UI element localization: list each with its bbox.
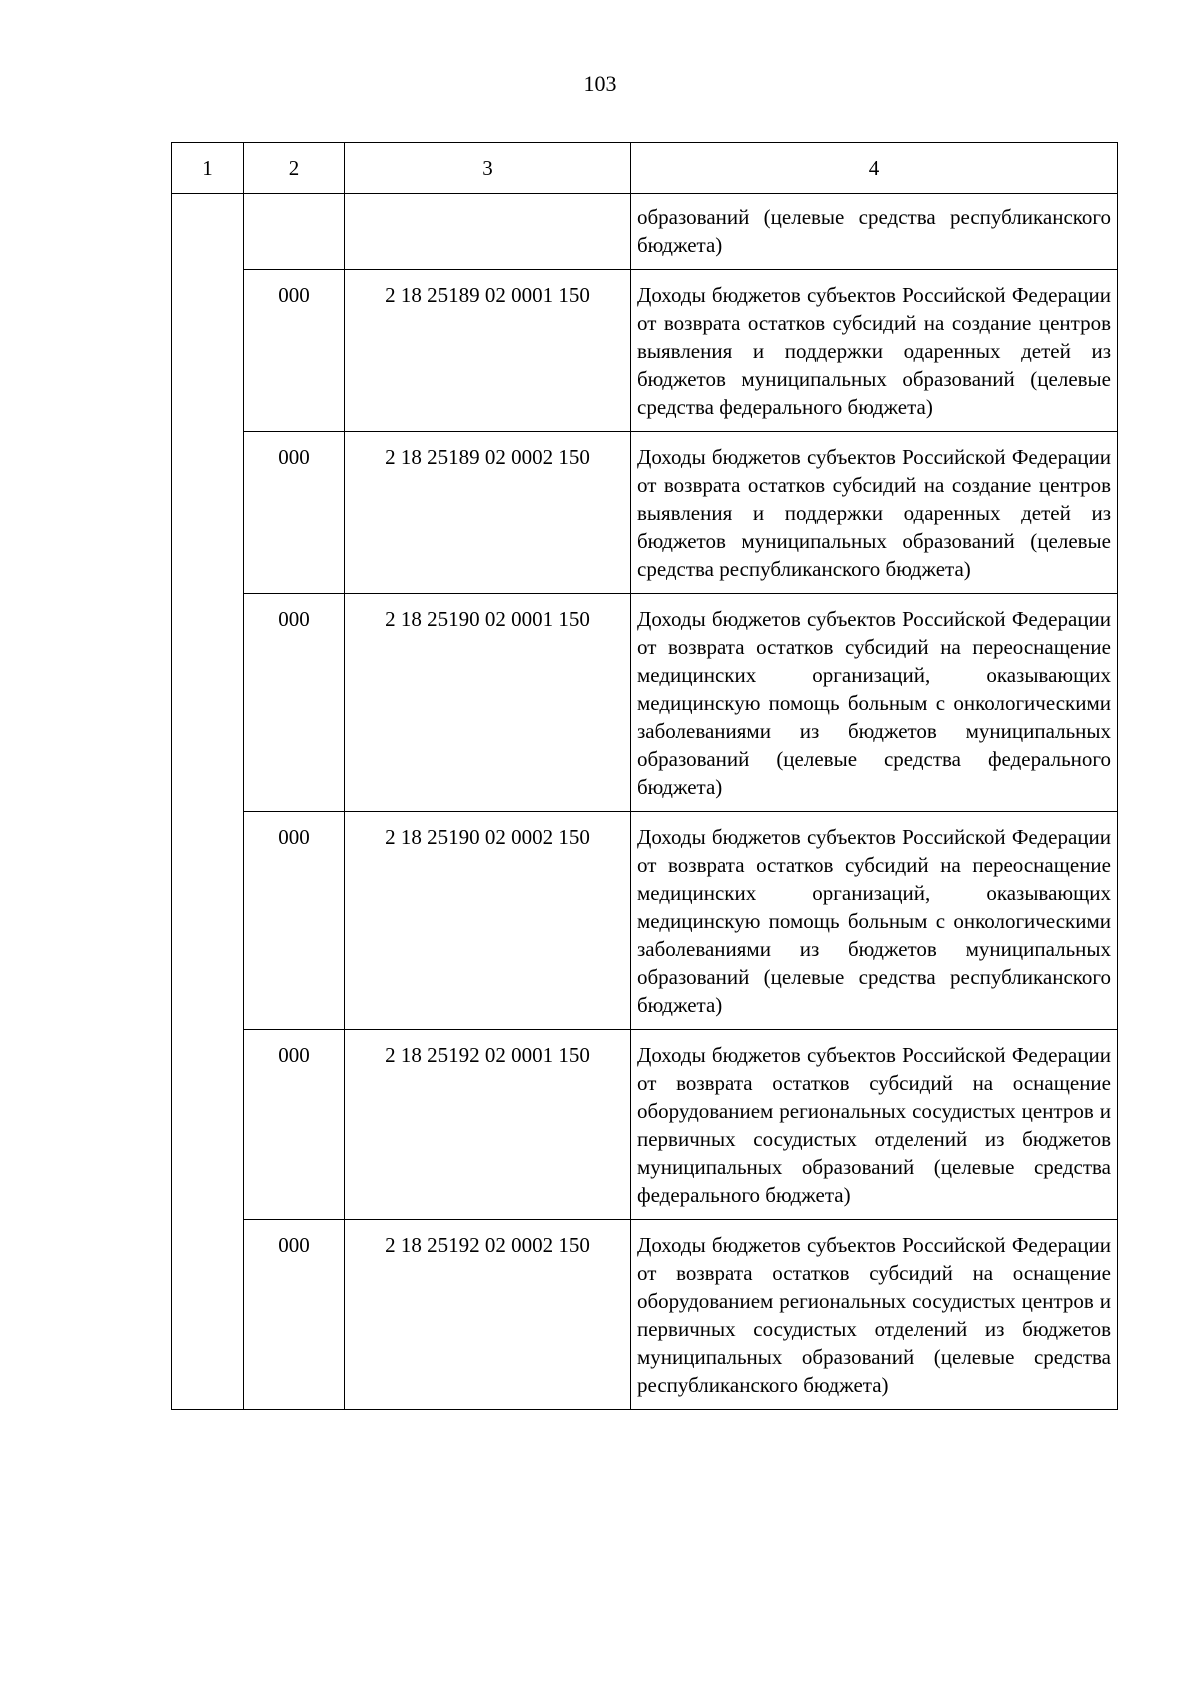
description-cell: Доходы бюджетов субъектов Российской Федерации от возврата остатков субсидий на переоснащение медицинских организаций, оказывающих медицинскую помощь больным с онкологическими заболеваниями из бюджетов муниципальных образований (целевые средства республиканского бюджета) <box>631 812 1118 1030</box>
description-continuation: образований (целевые средства республиканского бюджета) <box>631 194 1118 270</box>
admin-code-cell: 000 <box>244 1220 345 1410</box>
description-cell: Доходы бюджетов субъектов Российской Федерации от возврата остатков субсидий на оснащение оборудованием региональных сосудистых центров и первичных сосудистых отделений из бюджетов муниципальных образований (целевые средства федерального бюджета) <box>631 1030 1118 1220</box>
column-header-4: 4 <box>631 143 1118 194</box>
column-header-1: 1 <box>172 143 244 194</box>
admin-code-cell: 000 <box>244 432 345 594</box>
page-number: 103 <box>583 71 617 96</box>
kbk-code-cell: 2 18 25192 02 0002 150 <box>345 1220 631 1410</box>
kbk-code-cell: 2 18 25190 02 0002 150 <box>345 812 631 1030</box>
table-row <box>172 1220 1118 1410</box>
kbk-cell-empty <box>345 194 631 270</box>
admin-code-cell: 000 <box>244 812 345 1030</box>
table-row <box>172 1030 1118 1220</box>
column-header-2: 2 <box>244 143 345 194</box>
column-header-3: 3 <box>345 143 631 194</box>
description-cell: Доходы бюджетов субъектов Российской Федерации от возврата остатков субсидий на создание центров выявления и поддержки одаренных детей из бюджетов муниципальных образований (целевые средства федерального бюджета) <box>631 270 1118 432</box>
description-cell: Доходы бюджетов субъектов Российской Федерации от возврата остатков субсидий на переоснащение медицинских организаций, оказывающих медицинскую помощь больным с онкологическими заболеваниями из бюджетов муниципальных образований (целевые средства федерального бюджета) <box>631 594 1118 812</box>
table-row-continuation <box>172 194 1118 270</box>
description-cell: Доходы бюджетов субъектов Российской Федерации от возврата остатков субсидий на оснащение оборудованием региональных сосудистых центров и первичных сосудистых отделений из бюджетов муниципальных образований (целевые средства республиканского бюджета) <box>631 1220 1118 1410</box>
table-row <box>172 594 1118 812</box>
table-row <box>172 812 1118 1030</box>
table-row <box>172 432 1118 594</box>
admin-code-cell: 000 <box>244 1030 345 1220</box>
admin-code-cell: 000 <box>244 594 345 812</box>
kbk-code-cell: 2 18 25189 02 0002 150 <box>345 432 631 594</box>
kbk-code-cell: 2 18 25190 02 0001 150 <box>345 594 631 812</box>
table-header-row <box>172 143 1118 194</box>
column-1-merged-cell <box>172 194 244 1410</box>
admin-code-cell: 000 <box>244 270 345 432</box>
kbk-code-cell: 2 18 25189 02 0001 150 <box>345 270 631 432</box>
kbk-code-cell: 2 18 25192 02 0001 150 <box>345 1030 631 1220</box>
admin-code-cell-empty <box>244 194 345 270</box>
budget-code-table <box>171 142 1118 1410</box>
table-row <box>172 270 1118 432</box>
description-cell: Доходы бюджетов субъектов Российской Федерации от возврата остатков субсидий на создание центров выявления и поддержки одаренных детей из бюджетов муниципальных образований (целевые средства республиканского бюджета) <box>631 432 1118 594</box>
